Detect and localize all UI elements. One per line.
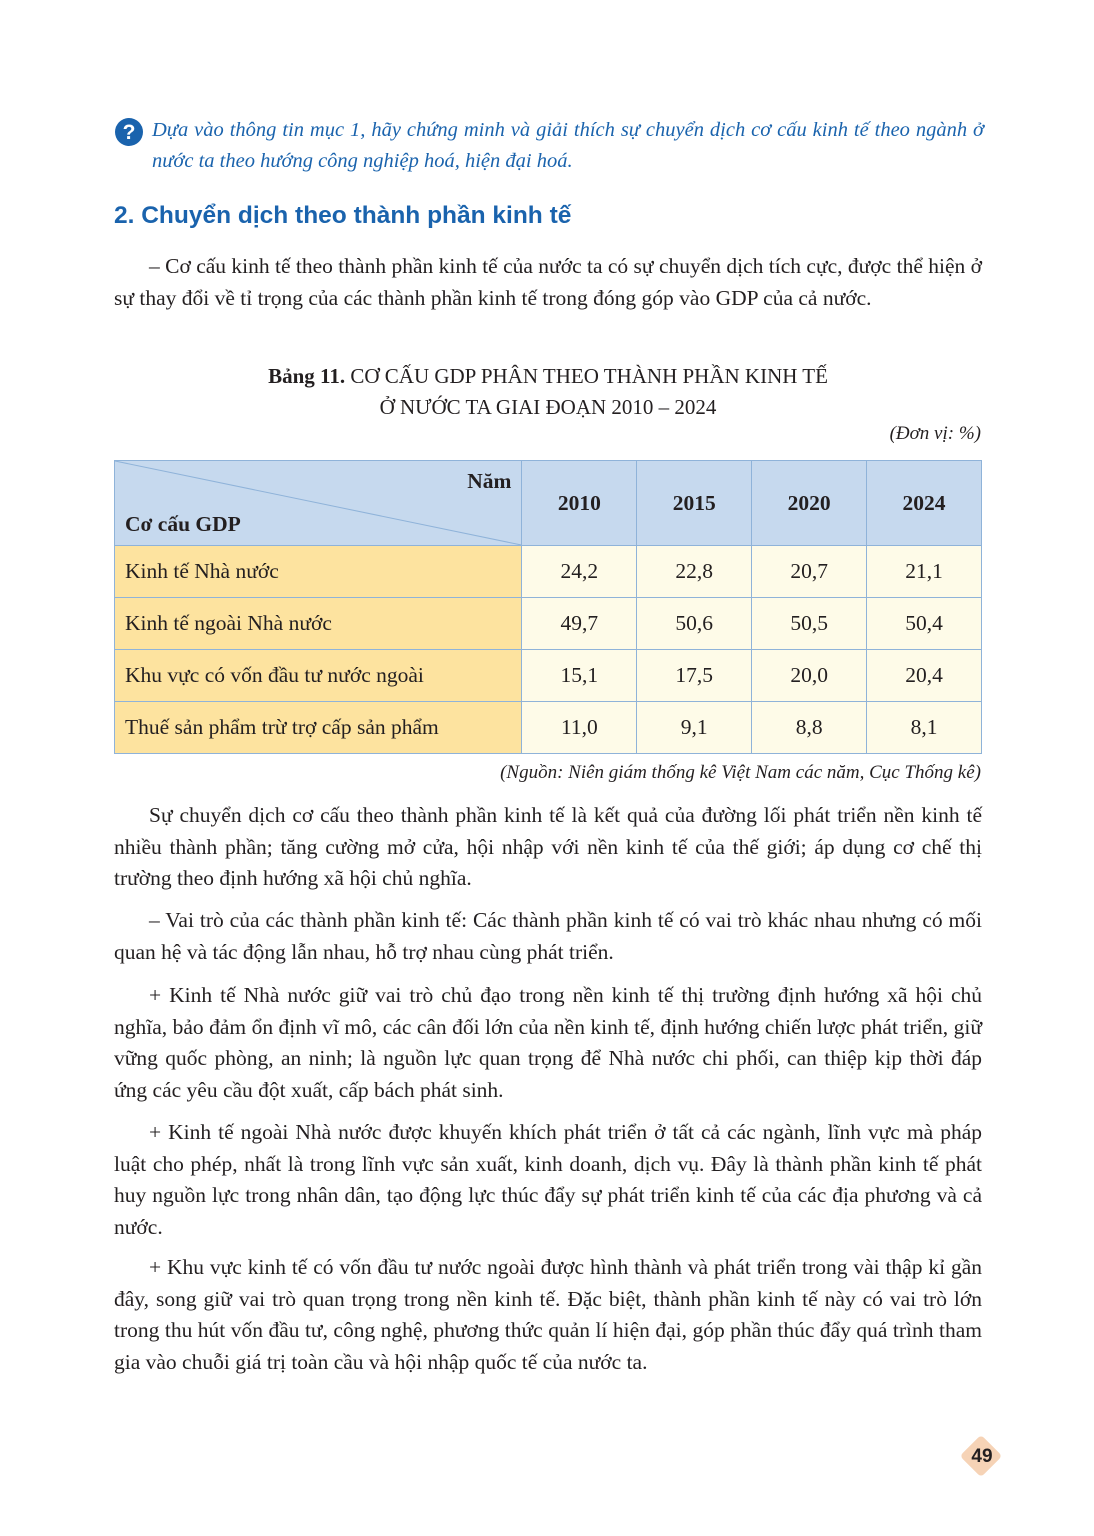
year-header: 2024: [867, 461, 982, 546]
table-cell: 20,0: [752, 650, 867, 702]
table-cell: 50,4: [867, 598, 982, 650]
year-header: 2010: [522, 461, 637, 546]
table-cell: 49,7: [522, 598, 637, 650]
paragraph-intro: – Cơ cấu kinh tế theo thành phần kinh tế của nước ta có sự chuyển dịch tích cực, được thể hiện ở sự thay đổi về tỉ trọng của các thành phần kinh tế trong đóng góp vào GDP của cả nước.: [114, 254, 982, 310]
table-title-line2: Ở NƯỚC TA GIAI ĐOẠN 2010 – 2024: [379, 395, 717, 419]
table-label: Bảng 11.: [268, 364, 346, 388]
paragraph-roles: – Vai trò của các thành phần kinh tế: Các thành phần kinh tế có vai trò khác nhau nhưng có mối quan hệ và tác động lẫn nhau, hỗ trợ nhau cùng phát triển.: [114, 908, 982, 964]
year-header: 2020: [752, 461, 867, 546]
corner-row-label: Cơ cấu GDP: [125, 512, 241, 536]
table-row: [115, 546, 982, 598]
paragraph-fdi-sector: + Khu vực kinh tế có vốn đầu tư nước ngoài được hình thành và phát triển trong vài thập kỉ gần đây, song giữ vai trò quan trọng trong nền kinh tế. Đặc biệt, thành phần kinh tế này có vai trò lớn trong thu hút vốn đầu tư, công nghệ, phương thức quản lí hiện đại, góp phần thúc đẩy quá trình tham gia vào chuỗi giá trị toàn cầu và hội nhập quốc tế của nước ta.: [114, 1255, 982, 1374]
table-cell: 22,8: [637, 546, 752, 598]
table-cell: 8,1: [867, 702, 982, 754]
table-cell: 24,2: [522, 546, 637, 598]
paragraph-non-state-economy: + Kinh tế ngoài Nhà nước được khuyến khích phát triển ở tất cả các ngành, lĩnh vực mà pháp luật cho phép, nhất là trong lĩnh vực sản xuất, kinh doanh, dịch vụ. Đây là thành phần kinh tế phát huy nguồn lực trong nhân dân, tạo động lực thúc đẩy sự phát triển kinh tế của các địa phương và cả nước.: [114, 1120, 982, 1239]
paragraph-state-economy: + Kinh tế Nhà nước giữ vai trò chủ đạo trong nền kinh tế thị trường định hướng xã hội chủ nghĩa, bảo đảm ổn định vĩ mô, các cân đối lớn của nền kinh tế, định hướng chiến lược phát triển, giữ vững quốc phòng, an ninh; là nguồn lực quan trọng để Nhà nước chi phối, can thiệp kịp thời đáp ứng các yêu cầu đột xuất, cấp bách phát sinh.: [114, 983, 982, 1102]
table-cell: 50,6: [637, 598, 752, 650]
corner-year-label: Năm: [467, 469, 512, 493]
question-mark-icon: [114, 117, 144, 147]
table-cell: 9,1: [637, 702, 752, 754]
table-cell: 15,1: [522, 650, 637, 702]
table-corner-cell: [115, 461, 522, 546]
table-row: [115, 598, 982, 650]
table-row: [115, 702, 982, 754]
table-source: (Nguồn: Niên giám thống kê Việt Nam các năm, Cục Thống kê): [500, 762, 981, 783]
gdp-structure-table: [114, 460, 982, 754]
page-number: 49: [971, 1446, 993, 1467]
table-cell: 50,5: [752, 598, 867, 650]
row-label: Thuế sản phẩm trừ trợ cấp sản phẩm: [115, 702, 522, 754]
paragraph-result: Sự chuyển dịch cơ cấu theo thành phần kinh tế là kết quả của đường lối phát triển nền kinh tế nhiều thành phần; tăng cường mở cửa, hội nhập với nền kinh tế của thế giới; áp dụng cơ chế thị trường theo định hướng xã hội chủ nghĩa.: [114, 803, 982, 890]
section-title: 2. Chuyển dịch theo thành phần kinh tế: [114, 202, 572, 229]
table-cell: 8,8: [752, 702, 867, 754]
table-row: [115, 650, 982, 702]
table-cell: 17,5: [637, 650, 752, 702]
table-cell: 11,0: [522, 702, 637, 754]
row-label: Khu vực có vốn đầu tư nước ngoài: [115, 650, 522, 702]
table-cell: 21,1: [867, 546, 982, 598]
question-text: Dựa vào thông tin mục 1, hãy chứng minh và giải thích sự chuyển dịch cơ cấu kinh tế theo ngành ở nước ta theo hướng công nghiệp hoá, hiện đại hoá.: [152, 119, 984, 172]
table-title: [114, 361, 982, 423]
svg-text:?: ?: [122, 121, 136, 144]
table-cell: 20,7: [752, 546, 867, 598]
question-box: [114, 115, 984, 177]
table-title-line1: CƠ CẤU GDP PHÂN THEO THÀNH PHẦN KINH TẾ: [350, 364, 828, 388]
row-label: Kinh tế Nhà nước: [115, 546, 522, 598]
table-unit: (Đơn vị: %): [889, 423, 981, 444]
row-label: Kinh tế ngoài Nhà nước: [115, 598, 522, 650]
year-header: 2015: [637, 461, 752, 546]
page-number-badge: [962, 1437, 1002, 1477]
table-header-row: [115, 461, 982, 546]
table-cell: 20,4: [867, 650, 982, 702]
